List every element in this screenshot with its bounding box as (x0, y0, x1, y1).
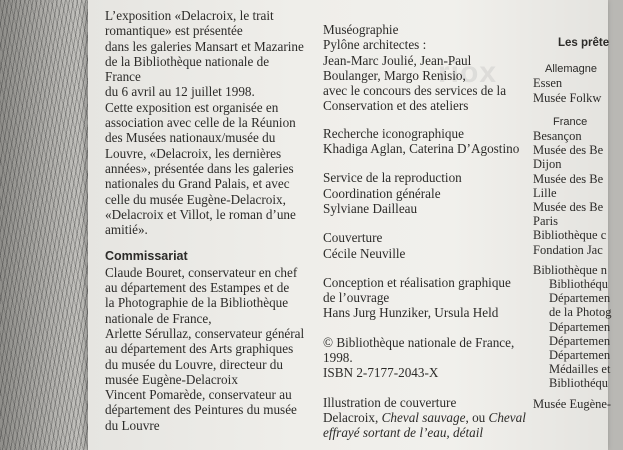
reproduction-line: Sylviane Dailleau (323, 200, 418, 216)
lender-name: Bibliothèque c (533, 228, 607, 243)
lender-subdivision: Départemen (549, 319, 611, 334)
intro-line: des Musées nationaux/musée du (105, 130, 276, 146)
intro-line: du 6 avril au 12 juillet 1998. (105, 84, 255, 100)
lender-name: Musée des Be (533, 171, 604, 186)
recherche-line: Khadiga Aglan, Caterina D’Agostino (323, 141, 520, 157)
intro-line: association avec celle de la Réunion (105, 115, 296, 131)
intro-line: années», présentée dans les galeries (105, 160, 294, 176)
commissariat-line: du Louvre (105, 417, 160, 433)
commissariat-line: au département des Estampes et de (105, 280, 290, 296)
left-column (105, 8, 310, 433)
middle-column (323, 22, 528, 441)
couverture-line: Cécile Neuville (323, 245, 406, 261)
caption-title-alt: Cheval (488, 409, 526, 425)
engraving-edge-image (0, 0, 92, 450)
intro-line: France (105, 69, 141, 85)
commissariat-line: au département des Arts graphiques (105, 341, 294, 357)
conception-line: Conception et réalisation graphique (323, 274, 511, 290)
copyright-line: 1998. (323, 350, 353, 366)
reproduction-line: Coordination générale (323, 185, 441, 201)
illustration-caption-cont: effrayé sortant de l’eau, détail (323, 425, 484, 441)
intro-line: amitié». (105, 222, 148, 238)
conception-line: de l’ouvrage (323, 290, 390, 306)
intro-line: Louvre, «Delacroix, les dernières (105, 145, 282, 161)
lender-name: Fondation Jac (533, 242, 603, 257)
lenders-heading: Les prête (558, 37, 610, 49)
caption-connector: , ou (465, 409, 489, 425)
isbn-line: ISBN 2-7177-2043-X (323, 365, 439, 381)
lender-subdivision: de la Photog (549, 305, 612, 320)
lender-subdivision: Bibliothéqu (549, 277, 609, 292)
lender-subdivision: Départemen (549, 333, 611, 348)
lender-subdivision: Médailles et (549, 362, 611, 377)
intro-line: nationales du Grand Palais, et avec (105, 176, 290, 192)
commissariat-line: la Photographie de la Bibliothèque (105, 295, 289, 311)
right-column (533, 38, 623, 411)
museographie-line: Boulanger, Margo Renisio, (323, 67, 466, 83)
city-label: Paris (533, 214, 558, 229)
intro-line: celle du musée Eugène-Delacroix, (105, 191, 286, 207)
commissariat-line: musée Eugène-Delacroix (105, 371, 238, 387)
caption-artist: Delacroix, (323, 409, 382, 425)
commissariat-line: département des Peintures du musée (105, 402, 297, 418)
lender-name: Musée Eugène- (533, 396, 612, 411)
museographie-line: Muséographie (323, 22, 399, 37)
intro-line: de la Bibliothèque nationale de (105, 53, 270, 69)
country-label: Allemagne (545, 63, 597, 76)
recherche-line: Recherche iconographique (323, 125, 464, 141)
illustration-heading: Illustration de couverture (323, 394, 457, 410)
caption-title: Cheval sauvage (381, 409, 466, 425)
couverture-line: Couverture (323, 230, 383, 246)
city-label: Besançon (533, 129, 582, 144)
museographie-line: Pylône architectes : (323, 37, 427, 53)
faint-background-text: riox (438, 56, 498, 89)
copyright-line: © Bibliothèque nationale de France, (323, 334, 515, 350)
commissariat-line: nationale de France, (105, 310, 212, 326)
country-label: France (553, 115, 588, 128)
museographie-line: avec le concours des services de la (323, 83, 507, 99)
lender-subdivision: Départemen (549, 291, 611, 306)
commissariat-line: Claude Bouret, conservateur en chef (105, 264, 298, 280)
intro-line: «Delacroix et Villot, le roman d’une (105, 206, 296, 222)
lender-name: Musée des Be (533, 200, 604, 215)
intro-line: Cette exposition est organisée en (105, 99, 279, 115)
intro-line: L’exposition «Delacroix, le trait (105, 8, 274, 23)
city-label: Dijon (533, 157, 562, 172)
museographie-line: Jean-Marc Joulié, Jean-Paul (323, 52, 472, 68)
intro-line: romantique» est présentée (105, 23, 243, 39)
commissariat-line: Vincent Pomarède, conservateur au (105, 387, 292, 403)
museographie-line: Conservation et des ateliers (323, 98, 469, 114)
reproduction-line: Service de la reproduction (323, 170, 462, 186)
lender-name: Musée Folkw (533, 90, 602, 105)
lender-subdivision: Bibliothéqu (549, 376, 609, 391)
intro-line: dans les galeries Mansart et Mazarine (105, 38, 304, 54)
lender-name: Bibliothèque n (533, 262, 607, 277)
commissariat-heading: Commissariat (105, 249, 188, 264)
illustration-caption (323, 410, 528, 425)
lender-name: Musée des Be (533, 143, 604, 158)
conception-line: Hans Jurg Hunziker, Ursula Held (323, 305, 499, 321)
commissariat-line: Arlette Sérullaz, conservateur général (105, 325, 305, 341)
city-label: Lille (533, 185, 557, 200)
city-label: Essen (533, 76, 563, 91)
lender-subdivision: Départemen (549, 348, 611, 363)
commissariat-line: du musée du Louvre, directeur du (105, 356, 283, 372)
